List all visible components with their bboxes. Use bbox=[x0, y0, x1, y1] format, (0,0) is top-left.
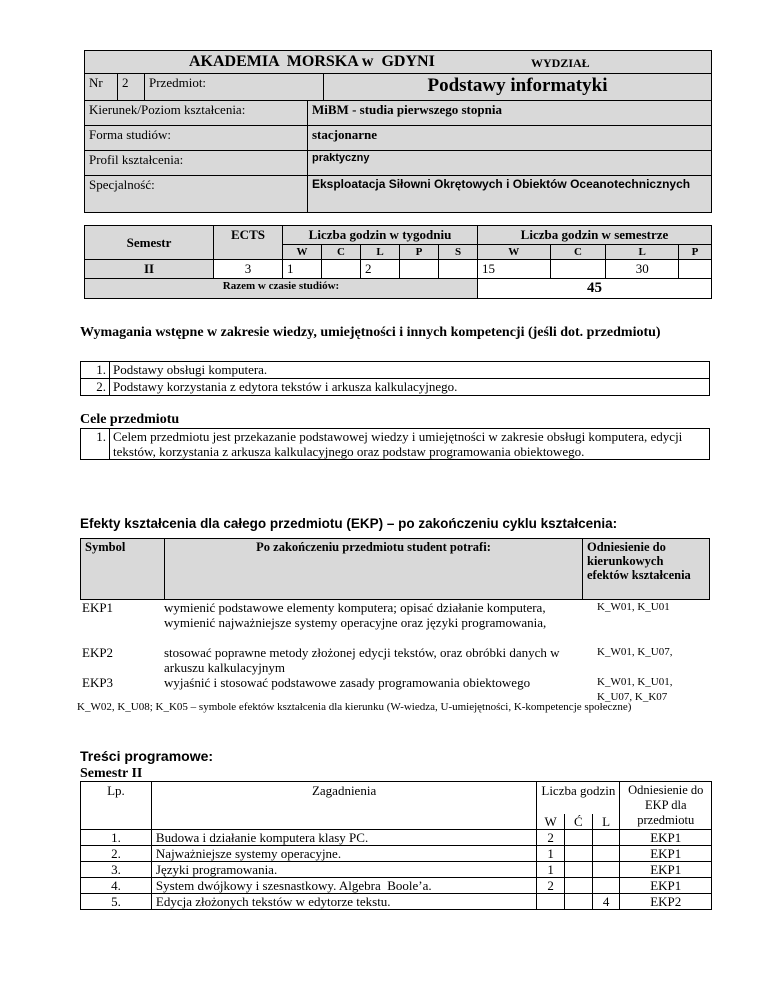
semester-hours-header: Liczba godzin w semestrze bbox=[478, 226, 712, 245]
row-w: 2 bbox=[537, 878, 565, 894]
row-topic: Najważniejsze systemy operacyjne. bbox=[151, 846, 536, 862]
info-label: Specjalność: bbox=[85, 176, 308, 213]
col-desc: Po zakończeniu przedmiotu student potrafi: bbox=[165, 539, 583, 600]
subject-title: Podstawy informatyki bbox=[324, 74, 712, 101]
col-w2: W bbox=[478, 245, 551, 260]
program-table bbox=[80, 781, 712, 910]
sem-w: 15 bbox=[478, 260, 551, 279]
nr-label: Nr bbox=[85, 74, 118, 101]
weekly-header: Liczba godzin w tygodniu bbox=[283, 226, 478, 245]
table-row bbox=[80, 645, 710, 675]
row-topic: Języki programowania. bbox=[151, 862, 536, 878]
row-w: 1 bbox=[537, 846, 565, 862]
col-ref: Odniesienie do kierunkowych efektów kształcenia bbox=[583, 539, 710, 600]
row-topic: Budowa i działanie komputera klasy PC. bbox=[151, 830, 536, 846]
weekly-l: 2 bbox=[361, 260, 400, 279]
col-topic: Zagadnienia bbox=[151, 782, 536, 830]
effects-note: K_W02, K_U08; K_K05 – symbole efektów kształcenia dla kierunku (W-wiedza, U-umiejętności, K-kompetencje społeczne) bbox=[77, 701, 632, 713]
sem-p bbox=[679, 260, 712, 279]
row-topic: Edycja złożonych tekstów w edytorze tekstu. bbox=[151, 894, 536, 910]
col-w: W bbox=[283, 245, 322, 260]
effect-ref: K_W01, K_U07, bbox=[597, 646, 673, 658]
info-value: Eksploatacja Siłowni Okrętowych i Obiektów Oceanotechnicznych bbox=[308, 176, 712, 213]
row-w bbox=[537, 894, 565, 910]
info-row bbox=[85, 176, 712, 213]
list-item bbox=[81, 379, 710, 396]
col-p2: P bbox=[679, 245, 712, 260]
ects-value: 3 bbox=[214, 260, 283, 279]
effect-symbol: EKP3 bbox=[82, 675, 114, 690]
col-l: L bbox=[361, 245, 400, 260]
item-number: 2. bbox=[81, 379, 110, 396]
header-table bbox=[84, 50, 712, 101]
table-row bbox=[81, 830, 712, 846]
goals-block bbox=[80, 428, 710, 460]
col-lp: Lp. bbox=[81, 782, 152, 830]
info-value: stacjonarne bbox=[308, 126, 712, 151]
item-text: Podstawy korzystania z edytora tekstów i arkusza kalkulacyjnego. bbox=[110, 379, 710, 396]
info-row bbox=[85, 101, 712, 126]
item-number: 1. bbox=[81, 429, 110, 460]
row-ref: EKP1 bbox=[620, 830, 712, 846]
item-number: 1. bbox=[81, 362, 110, 379]
info-value: praktyczny bbox=[308, 151, 712, 176]
row-lp: 3. bbox=[81, 862, 152, 878]
table-row bbox=[81, 846, 712, 862]
goals-title: Cele przedmiotu bbox=[80, 412, 180, 427]
sub-col-c: Ć bbox=[565, 814, 593, 830]
row-ref: EKP2 bbox=[620, 894, 712, 910]
col-hours: Liczba godzin bbox=[537, 782, 620, 815]
col-p: P bbox=[400, 245, 439, 260]
effect-desc: stosować poprawne metody złożonej edycji tekstów, oraz obróbki danych w arkuszu kalkulacyjnym bbox=[164, 645, 560, 675]
weekly-c bbox=[322, 260, 361, 279]
row-ref: EKP1 bbox=[620, 878, 712, 894]
effect-desc: wymienić podstawowe elementy komputera; opisać działanie komputera, wymienić najważniejsze systemy operacyjne oraz języki programowania, bbox=[164, 600, 547, 630]
col-symbol: Symbol bbox=[81, 539, 165, 600]
row-w: 1 bbox=[537, 862, 565, 878]
weekly-w: 1 bbox=[283, 260, 322, 279]
item-text: Podstawy obsługi komputera. bbox=[110, 362, 710, 379]
row-l bbox=[592, 830, 620, 846]
program-block bbox=[80, 781, 712, 910]
effect-symbol: EKP1 bbox=[82, 600, 114, 615]
col-c: C bbox=[322, 245, 361, 260]
row-w: 2 bbox=[537, 830, 565, 846]
hours-block bbox=[84, 225, 712, 299]
requirements-block bbox=[80, 361, 710, 396]
table-row bbox=[81, 862, 712, 878]
item-text: Celem przedmiotu jest przekazanie podstawowej wiedzy i umiejętności w zakresie obsługi komputera, edycji tekstów, korzystania z arkusza kalkulacyjnego oraz podstaw programowania obiektowego. bbox=[110, 429, 710, 460]
total-label: Razem w czasie studiów: bbox=[85, 279, 478, 299]
semestr-header: Semestr bbox=[85, 226, 214, 260]
row-lp: 1. bbox=[81, 830, 152, 846]
weekly-s bbox=[439, 260, 478, 279]
row-ref: EKP1 bbox=[620, 862, 712, 878]
academy-name: AKADEMIA MORSKA w GDYNI bbox=[189, 53, 435, 70]
info-label: Kierunek/Poziom kształcenia: bbox=[85, 101, 308, 126]
requirements-title: Wymagania wstępne w zakresie wiedzy, umiejętności i innych kompetencji (jeśli dot. przedmiotu) bbox=[80, 325, 661, 340]
effect-ref: K_W01, K_U01 bbox=[597, 601, 670, 613]
effect-desc: wyjaśnić i stosować podstawowe zasady programowania obiektowego bbox=[164, 675, 531, 690]
row-l: 4 bbox=[592, 894, 620, 910]
sub-col-l: L bbox=[592, 814, 620, 830]
requirements-list bbox=[80, 361, 710, 396]
subject-label: Przedmiot: bbox=[145, 74, 324, 101]
sub-col-w: W bbox=[537, 814, 565, 830]
nr-value: 2 bbox=[118, 74, 145, 101]
faculty-label: WYDZIAŁ bbox=[531, 56, 590, 70]
col-l2: L bbox=[606, 245, 679, 260]
effects-block bbox=[80, 538, 710, 705]
row-l bbox=[592, 878, 620, 894]
row-c bbox=[565, 830, 593, 846]
weekly-p bbox=[400, 260, 439, 279]
table-row bbox=[81, 894, 712, 910]
effects-table bbox=[80, 538, 710, 600]
row-lp: 4. bbox=[81, 878, 152, 894]
effect-ref: K_W01, K_U01, K_U07, K_K07 bbox=[597, 676, 673, 703]
row-lp: 5. bbox=[81, 894, 152, 910]
table-row bbox=[80, 600, 710, 645]
row-lp: 2. bbox=[81, 846, 152, 862]
sem-c bbox=[550, 260, 606, 279]
col-c2: C bbox=[550, 245, 606, 260]
effects-title: Efekty kształcenia dla całego przedmiotu (EKP) – po zakończeniu cyklu kształcenia: bbox=[80, 516, 618, 531]
row-l bbox=[592, 846, 620, 862]
hours-table bbox=[84, 225, 712, 299]
row-c bbox=[565, 862, 593, 878]
goals-list bbox=[80, 428, 710, 460]
effect-symbol: EKP2 bbox=[82, 645, 114, 660]
col-ref: Odniesienie do EKP dla przedmiotu bbox=[620, 782, 712, 830]
program-title: Treści programowe: bbox=[80, 748, 214, 764]
table-row bbox=[81, 878, 712, 894]
row-c bbox=[565, 878, 593, 894]
row-topic: System dwójkowy i szesnastkowy. Algebra Boole’a. bbox=[151, 878, 536, 894]
col-s: S bbox=[439, 245, 478, 260]
list-item bbox=[81, 429, 710, 460]
info-label: Forma studiów: bbox=[85, 126, 308, 151]
info-label: Profil kształcenia: bbox=[85, 151, 308, 176]
ects-header: ECTS bbox=[214, 226, 283, 260]
row-c bbox=[565, 894, 593, 910]
list-item bbox=[81, 362, 710, 379]
total-value: 45 bbox=[478, 279, 712, 299]
effects-rows bbox=[80, 600, 710, 705]
info-row bbox=[85, 126, 712, 151]
info-row bbox=[85, 151, 712, 176]
header-info-table bbox=[84, 100, 712, 213]
row-l bbox=[592, 862, 620, 878]
header-block bbox=[84, 50, 712, 213]
info-value: MiBM - studia pierwszego stopnia bbox=[308, 101, 712, 126]
program-semester: Semestr II bbox=[80, 766, 143, 781]
sem-l: 30 bbox=[606, 260, 679, 279]
row-c bbox=[565, 846, 593, 862]
row-ref: EKP1 bbox=[620, 846, 712, 862]
semestr-value: II bbox=[85, 260, 214, 279]
